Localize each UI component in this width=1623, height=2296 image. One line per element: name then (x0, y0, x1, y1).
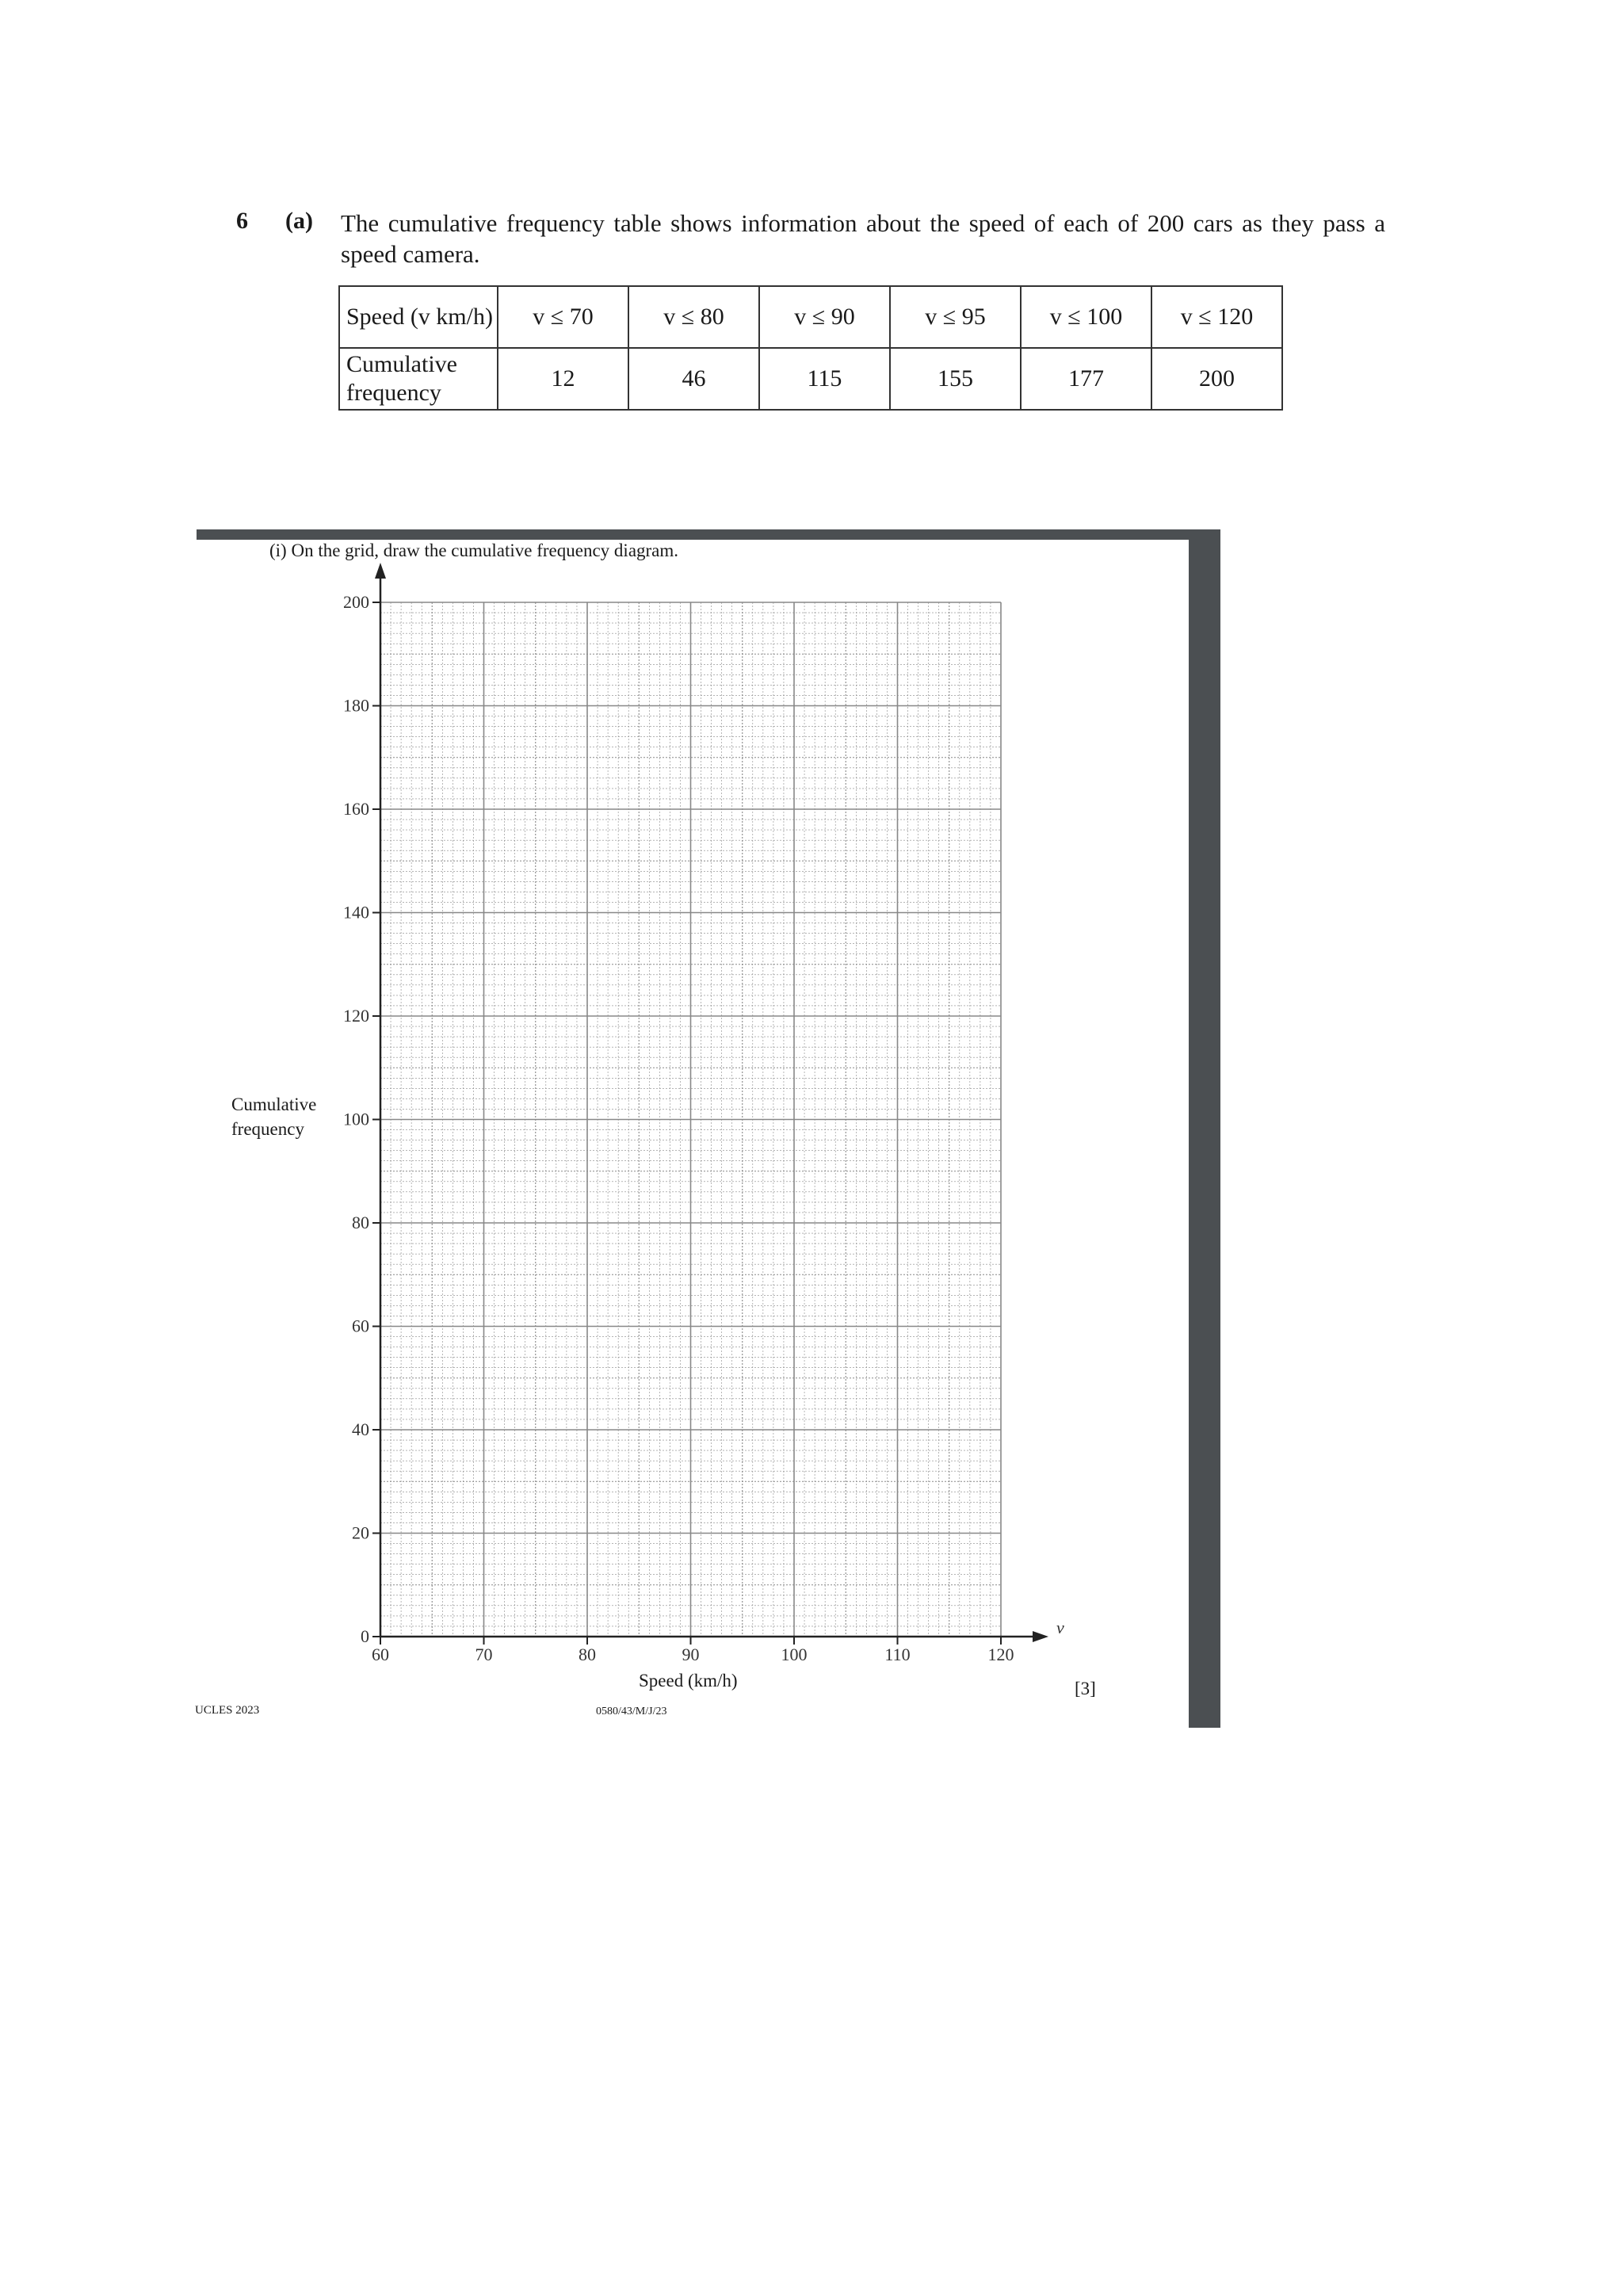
x-tick-label: 110 (884, 1645, 911, 1664)
speed-cell: v ≤ 90 (759, 286, 890, 348)
y-tick-label: 80 (352, 1213, 369, 1232)
marks-label: [3] (1075, 1679, 1096, 1698)
y-tick-label: 20 (352, 1522, 369, 1543)
y-tick-label: 200 (343, 592, 369, 612)
question-part: (a) (285, 208, 313, 234)
speed-cell: v ≤ 80 (628, 286, 759, 348)
y-tick-label: 180 (343, 695, 369, 716)
y-tick-label: 60 (352, 1316, 369, 1336)
frequency-cell: 46 (628, 348, 759, 410)
x-tick-label: 80 (579, 1645, 596, 1664)
paper-code: 0580/43/M/J/23 (596, 1706, 667, 1717)
y-axis-arrow (375, 563, 386, 579)
y-tick-label: 0 (361, 1626, 369, 1646)
x-tick-label: 70 (475, 1645, 493, 1664)
frequency-cell: 155 (890, 348, 1021, 410)
y-tick-label: 100 (343, 1109, 369, 1129)
y-tick-label: 140 (343, 902, 369, 923)
question-number: 6 (236, 208, 248, 234)
speed-cell: v ≤ 100 (1021, 286, 1151, 348)
y-tick-label: 160 (343, 799, 369, 819)
frequency-header: Cumulative frequency (339, 348, 498, 410)
speed-cell: v ≤ 95 (890, 286, 1021, 348)
x-tick-label: 60 (372, 1645, 389, 1664)
x-variable-label: v (1056, 1618, 1064, 1637)
y-tick-label: 40 (352, 1419, 369, 1439)
x-axis-label: Speed (km/h) (639, 1671, 738, 1690)
x-tick-label: 90 (682, 1645, 700, 1664)
frequency-cell: 115 (759, 348, 890, 410)
frequency-cell: 177 (1021, 348, 1151, 410)
subquestion-text: (i) On the grid, draw the cumulative frequency diagram. (269, 541, 679, 560)
y-axis-label: Cumulative frequency (231, 1095, 317, 1139)
speed-header: Speed (v km/h) (339, 286, 498, 348)
y-tick-label: 120 (343, 1006, 369, 1026)
speed-cell: v ≤ 120 (1151, 286, 1282, 348)
speed-cell: v ≤ 70 (498, 286, 628, 348)
frequency-cell: 12 (498, 348, 628, 410)
frequency-cell: 200 (1151, 348, 1282, 410)
question-text: The cumulative frequency table shows information about the speed of each of 200 cars as they pass a speed camera. (341, 209, 1385, 268)
x-axis-arrow (1033, 1631, 1048, 1642)
copyright-footer: UCLES 2023 (195, 1704, 260, 1717)
x-tick-label: 120 (987, 1645, 1014, 1664)
x-tick-label: 100 (781, 1645, 808, 1664)
